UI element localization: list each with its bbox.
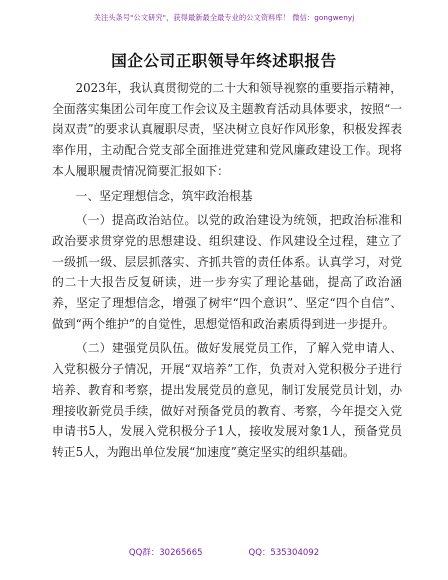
- qq-group-text: QQ群：30265665: [128, 548, 203, 558]
- section-heading: 一、坚定理想信念，筑牢政治根基: [75, 188, 253, 203]
- qq-text: QQ：535304092: [248, 548, 320, 558]
- body-paragraph: （一）提高政治站位。以党的政治建设为统领，把政治标准和政治要求贯穿党的思想建设、组织建设、作风建设全过程，建立了一级抓一级、层层抓落实、齐抓共管的责任体系。认真学习，对党的二十大报告反复研读，进一步夯实了理论基础，提高了政治涵养，坚定了理想信念，增强了树牢“四个意识”、坚定“四个自信”、做到“两个维护”的自觉性，思想觉悟和政治素质得到进一步提升。: [52, 213, 402, 331]
- header-banner: 关注头条号"公文研究"，获得最新最全最专业的公文资料库！ 微信：gongwenyj: [93, 13, 355, 22]
- footer-contacts: [0, 546, 448, 558]
- body-paragraph: （二）建强党员队伍。做好发展党员工作，了解入党申请人、入党积极分子情况，开展“双培养”工作，负责对入党积极分子进行培养、教育和考察，提出发展党员的意见，制订发展党员计划，办理接收新党员手续，做好对预备党员的教育、考察，今年提交入党申请书5人，发展入党积极分子1人，接收发展对象1人，预备党员转正5人，为跑出单位发展“加速度”奠定坚实的组织基础。: [52, 341, 402, 459]
- document-title: 国企公司正职领导年终述职报告: [111, 52, 337, 70]
- document-body: [52, 78, 402, 463]
- intro-paragraph: 2023年，我认真贯彻党的二十大和领导视察的重要指示精神，全面落实集团公司年度工作会议及主题教育活动具体要求，按照“一岗双责”的要求认真履职尽责，坚决树立良好作风形象，积极发挥表率作用，主动配合党支部全面推进党建和党风廉政建设工作。现将本人履职履责情况简要汇报如下：: [52, 81, 402, 178]
